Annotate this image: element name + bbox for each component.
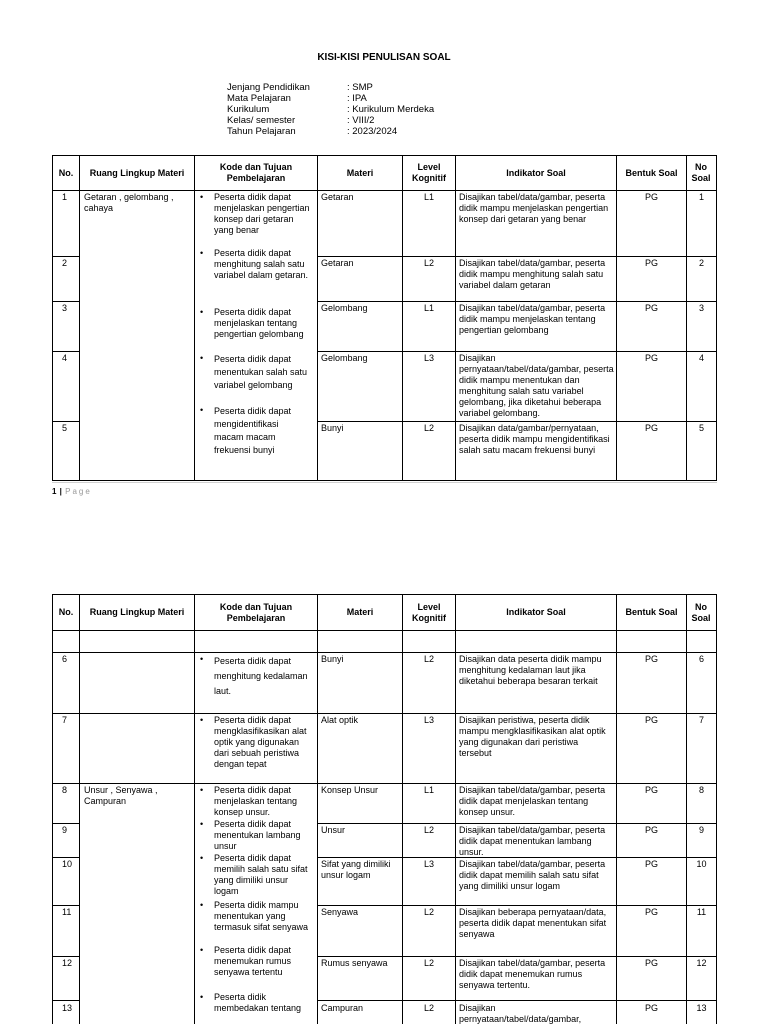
header-nosoal: No Soal <box>691 601 711 623</box>
meta-key: Kurikulum <box>227 104 270 115</box>
meta-value: : SMP <box>347 82 373 93</box>
row-nosoal: 10 <box>696 859 707 869</box>
row-no: 1 <box>62 192 68 202</box>
meta-value: : Kurikulum Merdeka <box>347 104 435 115</box>
row-materi: Gelombang <box>321 353 368 363</box>
row-indikator: Disajikan tabel/data/gambar, peserta didik dapat menemukan rumus senyawa tertentu. <box>459 958 606 990</box>
row-indikator: Disajikan pernyataan/tabel/data/gambar, peserta didik mampu menentukan dan menghitung salah satu variabel gelombang, jika diketahui beberapa variabel gelombang. <box>459 353 614 418</box>
ruang-lingkup: Unsur , Senyawa , Campuran <box>84 785 158 806</box>
row-indikator: Disajikan peristiwa, peserta didik mampu mengklasifikasikan alat optik yang digunakan dari peristiwa tersebut <box>459 715 606 758</box>
row-materi: Rumus senyawa <box>321 958 388 968</box>
row-no: 5 <box>62 423 68 433</box>
row-nosoal: 12 <box>696 958 707 968</box>
row-no: 11 <box>62 907 72 917</box>
row-materi: Senyawa <box>321 907 359 917</box>
row-indikator: Disajikan tabel/data/gambar, peserta didik dapat menentukan lambang unsur. <box>459 825 606 857</box>
row-indikator: Disajikan tabel/data/gambar, peserta didik mampu menjelaskan tentang pengertian gelombang <box>459 303 606 335</box>
header-indikator: Indikator Soal <box>506 607 566 617</box>
row-nosoal: 5 <box>698 423 704 433</box>
row-materi: Alat optik <box>321 715 359 725</box>
header-materi: Materi <box>346 607 374 617</box>
row-indikator: Disajikan tabel/data/gambar, peserta didik mampu menghitung salah satu variabel dalam getaran <box>459 258 606 290</box>
row-level: L3 <box>423 859 434 869</box>
header-bentuk: Bentuk Soal <box>625 167 678 178</box>
header-ruang: Ruang Lingkup Materi <box>89 607 185 617</box>
row-nosoal: 13 <box>696 1003 707 1013</box>
row-materi: Getaran <box>321 192 354 202</box>
row-nosoal: 4 <box>698 353 704 363</box>
header-no: No. <box>58 167 74 178</box>
row-level: L2 <box>423 907 434 917</box>
header-nosoal: No Soal <box>691 162 711 183</box>
row-bentuk: PG <box>644 825 658 835</box>
meta-key: Kelas/ semester <box>227 115 296 126</box>
row-no: 8 <box>62 785 68 795</box>
row-level: L2 <box>423 958 434 968</box>
header-no: No. <box>58 607 74 617</box>
row-bentuk: PG <box>644 1003 658 1013</box>
row-materi: Campuran <box>321 1003 364 1013</box>
row-indikator: Disajikan beberapa pernyataan/data, peserta didik dapat menentukan sifat senyawa <box>459 907 607 939</box>
row-nosoal: 3 <box>698 303 704 313</box>
row-bentuk: PG <box>644 907 658 917</box>
row-level: L2 <box>423 423 434 433</box>
row-level: L1 <box>423 192 434 202</box>
row-bentuk: PG <box>644 258 658 268</box>
row-no: 4 <box>62 353 68 363</box>
row-bentuk: PG <box>644 192 658 202</box>
row-no: 10 <box>62 859 73 869</box>
row-indikator: Disajikan pernyataan/tabel/data/gambar, <box>459 1003 582 1024</box>
header-ruang: Ruang Lingkup Materi <box>89 167 185 178</box>
row-bentuk: PG <box>644 958 658 968</box>
header-level: Level Kognitif <box>412 601 446 623</box>
row-level: L1 <box>423 785 434 795</box>
row-indikator: Disajikan data/gambar/pernyataan, peserta didik mampu mengidentifikasi salah satu macam frekuensi bunyi <box>459 423 610 455</box>
row-level: L1 <box>423 303 434 313</box>
meta-key: Tahun Pelajaran <box>227 126 296 137</box>
header-kode: Kode dan Tujuan Pembelajaran <box>219 601 293 623</box>
row-bentuk: PG <box>644 654 658 664</box>
table-2: No. Ruang Lingkup Materi Kode dan Tujuan Pembelajaran Materi Level Kognitif Indikator Soal Bentuk Soal No Soal 6 • Peserta didik dapat menghitung kedalaman laut. Bunyi L2 Disajikan data peserta didik mampu menghitung kedalaman laut jika diketahui beberapa besaran terkait PG 6 7 • Peserta didik dapat mengklasifikasikan alat optik yang digunakan dari sebuah peristiwa dengan tepat Alat optik L3 Disajikan peristiwa, peserta didik mampu mengklasifikasikan alat optik yang digunakan dari peristiwa tersebut PG 7 Unsur , Senyawa , Campuran • Peserta didik dapat menjelaskan tentang konsep unsur. • Peserta didik dapat menentukan lambang unsur • Peserta didik dapat memilih salah satu sifat yang dimiliki unsur logam • Peserta didik mampu menentukan yang termasuk sifat senyawa • Peserta didik dapat menemukan rumus senyawa tertentu • Peserta didik membedakan tentang 8 Konsep Unsur L1 Disajikan tabel/data/gambar, peserta didik dapat menjelaskan tentang konsep unsur. PG 8 9 Unsur L2 Disajikan tabel/data/gambar, peserta didik dapat menentukan lambang unsur. PG 9 10 Sifat yang dimiliki unsur logam L3 Disajikan tabel/data/gambar, peserta didik dapat memilih salah satu sifat yang dimiliki unsur logam PG 10 11 Senyawa L2 Disajikan beberapa pernyataan/data, peserta didik dapat menentukan sifat senyawa PG 11 12 Rumus senyawa L2 Disajikan tabel/data/gambar, peserta didik dapat menemukan rumus senyawa tertentu. PG 12 13 Campuran L2 Disajikan pernyataan/tabel/data/gambar, PG 13 <box>0 0 768 1024</box>
row-bentuk: PG <box>644 353 658 363</box>
header-level: Level Kognitif <box>412 162 446 183</box>
row-indikator: Disajikan tabel/data/gambar, peserta didik dapat memilih salah satu sifat yang dimiliki unsur logam <box>459 859 606 891</box>
row-level: L2 <box>423 654 434 664</box>
meta-key: Jenjang Pendidikan <box>227 82 310 93</box>
header-bentuk: Bentuk Soal <box>625 607 678 617</box>
page-number: 1 <box>52 487 57 496</box>
footer-separator: | <box>56 487 66 496</box>
row-no: 6 <box>62 654 68 664</box>
row-indikator: Disajikan tabel/data/gambar, peserta didik mampu menjelaskan pengertian konsep dari getaran yang benar <box>459 192 609 224</box>
header-materi: Materi <box>346 167 374 178</box>
row-bentuk: PG <box>644 303 658 313</box>
row-materi: Bunyi <box>321 654 344 664</box>
row-level: L2 <box>423 258 434 268</box>
row-no: 2 <box>62 258 68 268</box>
row-materi: Getaran <box>321 258 354 268</box>
row-nosoal: 1 <box>698 192 704 202</box>
table-1: No. Ruang Lingkup Materi Kode dan Tujuan Pembelajaran Materi Level Kognitif Indikator Soal Bentuk Soal No Soal Getaran , gelombang , cahaya • Peserta didik dapat menjelaskan pengertian konsep dari getaran yang benar • Peserta didik dapat menghitung salah satu variabel dalam getaran. • Peserta didik dapat menjelaskan tentang pengertian gelombang • Peserta didik dapat menentukan salah satu variabel gelombang • Peserta didik dapat mengidentifikasi macam macam frekuensi bunyi 1 Getaran L1 Disajikan tabel/data/gambar, peserta didik mampu menjelaskan pengertian konsep dari getaran yang benar PG 1 2 Getaran L2 Disajikan tabel/data/gambar, peserta didik mampu menghitung salah satu variabel dalam getaran PG 2 3 Gelombang L1 Disajikan tabel/data/gambar, peserta didik mampu menjelaskan tentang pengertian gelombang PG 3 4 Gelombang L3 Disajikan pernyataan/tabel/data/gambar, peserta didik mampu menentukan dan menghitung salah satu variabel gelombang, jika diketahui beberapa variabel gelombang. PG 4 5 Bunyi L2 Disajikan data/gambar/pernyataan, peserta didik mampu mengidentifikasi salah satu macam frekuensi bunyi PG 5 <box>0 0 768 1024</box>
row-no: 3 <box>62 303 68 313</box>
ruang-lingkup: Getaran , gelombang , cahaya <box>84 192 174 213</box>
row-materi: Konsep Unsur <box>321 785 379 795</box>
row-indikator: Disajikan data peserta didik mampu menghitung kedalaman laut jika diketahui beberapa besaran terkait <box>459 654 602 686</box>
page-label: Page <box>65 487 92 496</box>
row-materi: Sifat yang dimiliki unsur logam <box>321 859 391 880</box>
row-bentuk: PG <box>644 859 658 869</box>
row-level: L2 <box>423 1003 434 1013</box>
row-nosoal: 8 <box>698 785 704 795</box>
row-nosoal: 6 <box>698 654 704 664</box>
row-level: L3 <box>423 715 434 725</box>
row-indikator: Disajikan tabel/data/gambar, peserta didik dapat menjelaskan tentang konsep unsur. <box>459 785 606 817</box>
row-no: 12 <box>62 958 73 968</box>
row-bentuk: PG <box>644 715 658 725</box>
header-indikator: Indikator Soal <box>506 167 566 178</box>
row-bentuk: PG <box>644 785 658 795</box>
row-materi: Unsur <box>321 825 346 835</box>
header-kode: Kode dan Tujuan Pembelajaran <box>219 162 293 183</box>
meta-value: : VIII/2 <box>347 115 375 126</box>
row-level: L2 <box>423 825 434 835</box>
row-no: 9 <box>62 825 68 835</box>
row-bentuk: PG <box>644 423 658 433</box>
row-nosoal: 7 <box>698 715 704 725</box>
row-nosoal: 11 <box>696 907 707 917</box>
row-level: L3 <box>423 353 434 363</box>
meta-key: Mata Pelajaran <box>227 93 291 104</box>
meta-value: : IPA <box>347 93 367 104</box>
row-nosoal: 9 <box>698 825 704 835</box>
document-title: KISI-KISI PENULISAN SOAL <box>317 52 451 63</box>
row-no: 7 <box>62 715 68 725</box>
row-materi: Gelombang <box>321 303 368 313</box>
meta-value: : 2023/2024 <box>347 126 398 137</box>
row-no: 13 <box>62 1003 73 1013</box>
row-materi: Bunyi <box>321 423 344 433</box>
row-nosoal: 2 <box>698 258 704 268</box>
